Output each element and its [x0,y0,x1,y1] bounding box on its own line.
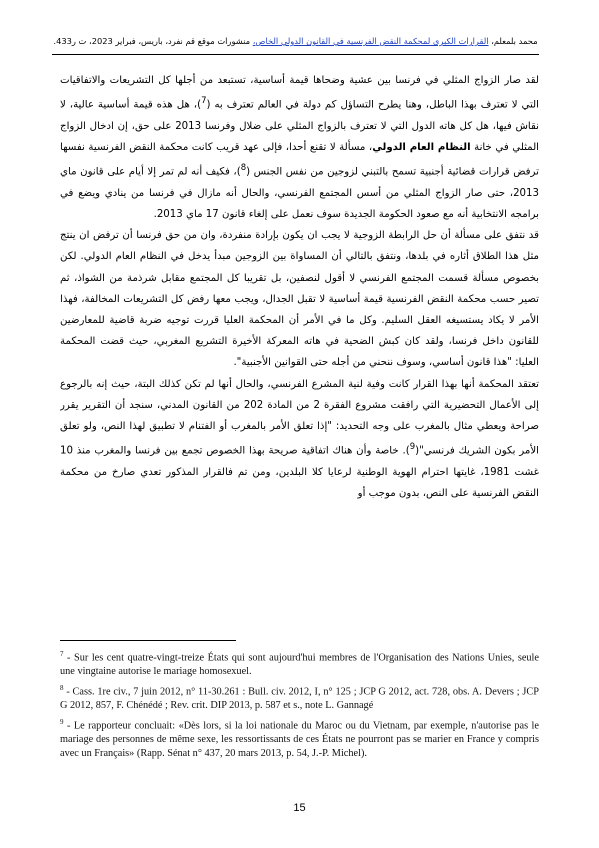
footnote-ref-8[interactable]: 8 [240,163,247,174]
paragraph-1 [60,70,539,225]
paragraph-1-part-c: ، مسألة لا تقنع أحدا، فإلى عهد قريب كانت محكمة النقض الفرنسية نفسها ترفض قرارات قضائية أجنبية تسمح بالتبني لزوجين من نفس الجنس ( [60,142,539,178]
paragraph-3-part-b: ). خاصة وأن هناك اتفاقية صريحة بهذا الخصوص تجمع بين فرنسا والمغرب منذ 10 غشت 1981، غايتها احترام الهوية الوطنية لرعايا كلا البلدين، ومن تم فالقرار المذكور تعدي صارخ من محكمة النقض الفرنسية على النص، بدون موجب أو [60,445,539,500]
footnote-separator [60,640,236,641]
header-author: محمد بلمعلم، [491,36,538,46]
header-publication: منشورات موقع قم نفرد، باريس، فبراير 2023، ت ر433. [53,36,251,46]
paragraph-1-part-a: لقد صار الزواج المثلي في فرنسا بين عشية وضحاها قيمة أساسية، تستبعد من أجلها كل التشريعات والاتفاقيات التي لا تعترف بهذا الباطل، وهنا يطرح التساؤل كم دولة في العالم تعترف به ( [60,75,539,111]
body-text [60,70,539,625]
running-header [52,36,539,55]
paragraph-2: قد نتفق على مسألة أن حل الرابطة الزوجية لا يجب ان يكون بإرادة منفردة، وان من حق فرنسا أن ترفض ان ينتج مثل هذا الطلاق أثاره في بلدها، ونتفق بالتالي أن المساواة بين الزوجين مبدأ يدخل في النظام العام الدولي. لكن بخصوص مسألة قسمت المجتمع الفرنسي لا أقول لنصفين، بل تقريبا كل المجتمع مقابل شرذمة من الشواذ، ثم تصير حسب محكمة النقض الفرنسية قيمة أساسية لا تقبل الجدال، ويجب معها رفض كل التشريعات المخالفة، فهذا الأمر لا يكاد يستسيغه العقل السليم. وكل ما في الأمر أن المحكمة العليا قررت توجيه ضربة قاضية للمعارضين للقانون داخل فرنسا، ولقد كان كبش الضحية في هاته المعركة الأخيرة التشريع المغربي، حيث قضت المحكمة العليا: "هذا قانون أساسي، وسوف ننحني من أجله حتى القوانين الأجنبية". [60,230,539,369]
footnote-9 [60,716,539,760]
paragraph-1-part-b: )، هل هذه قيمة أساسية عالية، لا نقاش فيها، هل كل هاته الدول التي لا تعترف بالزواج المثلي على ضلال وفرنسا 2013 على حق، إن ادخال الزواج المثلي في خانة [60,99,539,153]
paragraph-1-part-d: )، فكيف أنه لم تمر إلا أيام على قانون ماي 2013، حتى صار الزواج المثلي من أسس المجتمع الفرنسي، والحال أنه مازال في فرنسا من ينادي ويضع في برامجه الانتخابية أنه مع صعود الحكومة الجديدة سوف نعمل على إلغاء قانون 17 ماي 2013. [60,166,539,220]
footnote-8 [60,682,539,712]
header-title-link[interactable]: القرارات الكبرى لمحكمة النقض الفرنسية في القانون الدولي الخاص، [252,36,489,46]
footnotes [60,648,539,764]
paragraph-3-part-a: تعتقد المحكمة أنها بهذا القرار كانت وفية لنية المشرع الفرنسي، والحال أنها لم تكن كذلك البتة، حيث إنه بالرجوع إلى الأعمال التحضيرية التي رافقت مشروع الفقرة 2 من المادة 202 من القانون المدني، سنجد أن التقرير يقرر صراحة ويعطي مثال بالمغرب على وجه التحديد: "إذا تعلق الأمر بالمغرب أو الفتنام لا تطبيق لهذا النص، ولو تعلق الأمر بكون الشريك فرنسي"( [60,378,539,457]
footnote-7 [60,648,539,678]
footnote-text: - Sur les cent quatre-vingt-treize États qui sont aujourd'hui membres de l'Organisation des Nations Unies, seule une vingtaine autorise le mariage homosexuel. [60,652,539,677]
footnote-text: - Le rapporteur concluait: «Dès lors, si la loi nationale du Maroc ou du Vietnam, par exemple, n'autorise pas le mariage des personnes de même sexe, les ressortissants de ces États ne pourront pas se marier en France y compris avec un Français» (Rapp. Sénat n° 437, 20 mars 2013, p. 54, J.-P. Michel). [60,720,539,759]
footnote-text: - Cass. 1re civ., 7 juin 2012, n° 11-30.261 : Bull. civ. 2012, I, n° 125 ; JCP G 2012, act. 728, obs. A. Devers ; JCP G 2012, 857, F. Chénédé ; Rev. crit. DIP 2013, p. 587 et s., note L. Gannagé [60,686,539,712]
footnote-ref-9[interactable]: 9 [409,442,416,453]
footnote-number: 9 [60,718,64,727]
bold-term: النظام العام الدولي [372,142,471,153]
page-number: 15 [293,802,306,814]
footnote-ref-7[interactable]: 7 [201,96,207,107]
footnote-number: 8 [60,684,64,693]
footnote-number: 7 [60,650,64,658]
paragraph-3 [60,374,539,505]
